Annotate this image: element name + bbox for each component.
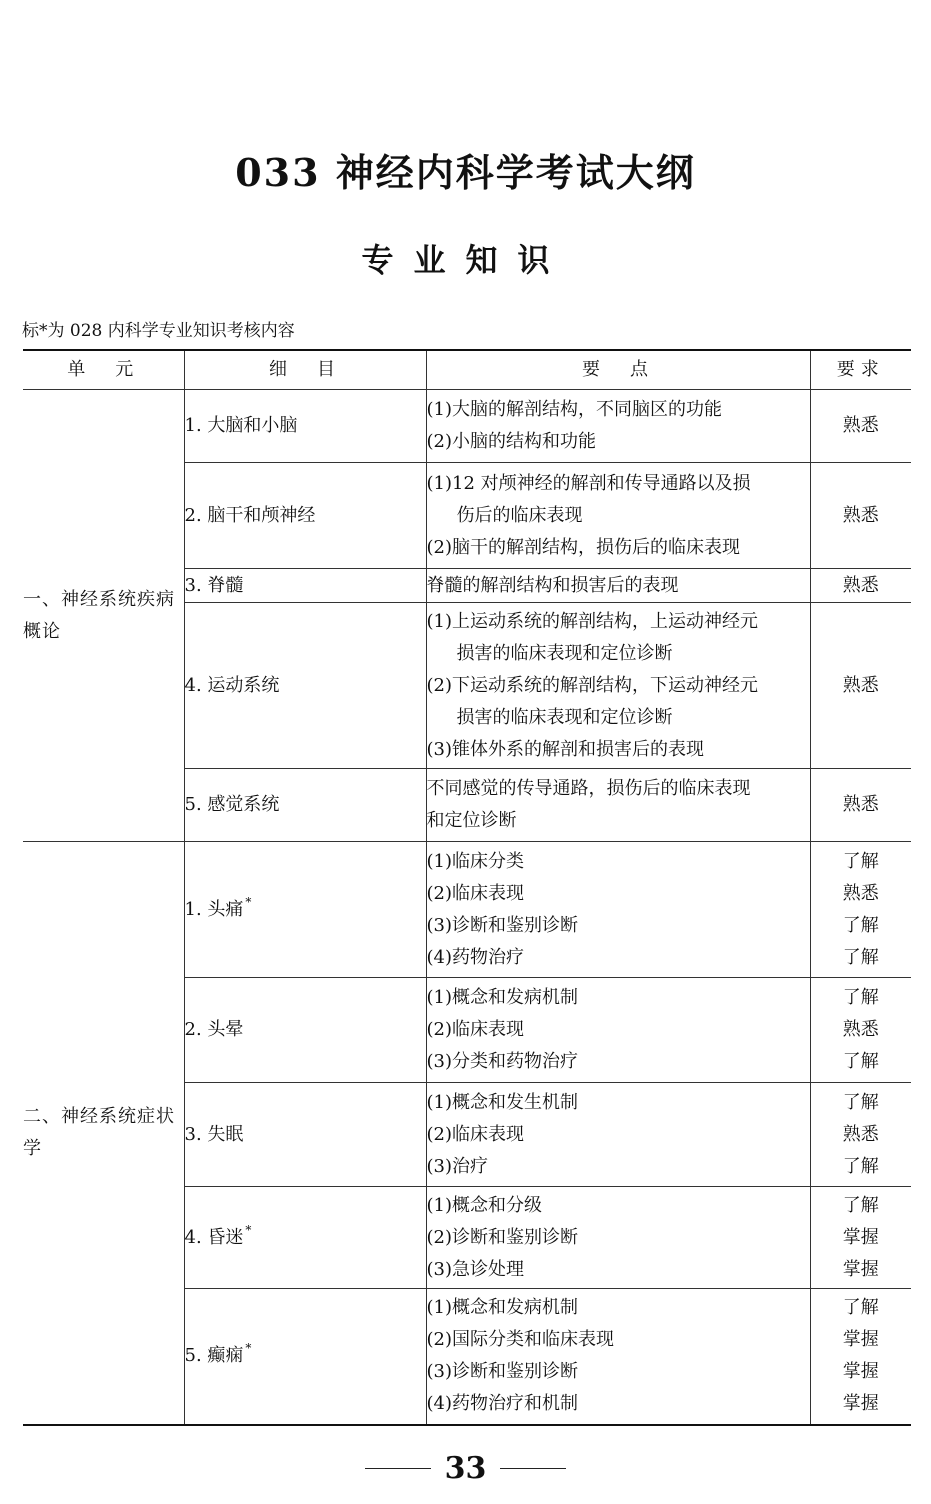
requirement-level: 掌握 [842,1258,879,1280]
requirement-level: 了解 [842,987,879,1008]
requirement-cell [810,390,911,463]
points-cell [426,569,810,603]
point-line: (3)诊断和鉴别诊断 [426,1361,578,1383]
point-line: (4)药物治疗和机制 [426,1393,578,1415]
requirement-level: 了解 [842,1051,879,1072]
points-cell [426,390,810,463]
syllabus-table [23,349,911,1426]
requirement-level: 熟悉 [842,882,879,904]
table-row [23,390,911,463]
points-cell [426,1289,810,1425]
item-cell [184,569,426,603]
unit-cell: 二、神经系统症状学 [23,842,184,1425]
requirement-cell [810,1083,911,1187]
points-cell [426,978,810,1083]
header-item: 细 目 [184,350,426,390]
point-line: (2)脑干的解剖结构，损伤后的临床表现 [426,536,740,558]
point-line: (3)治疗 [426,1155,488,1177]
star-mark: * [245,1222,252,1237]
document-title: 033 神经内科学考试大纲 [235,150,696,195]
point-line: (2)临床表现 [426,1019,524,1040]
point-line: (2)小脑的结构和功能 [426,431,596,452]
requirement-level: 了解 [842,850,879,872]
requirement-level: 掌握 [842,1393,879,1415]
requirement-level: 了解 [842,1194,879,1216]
requirement-level: 掌握 [842,1361,879,1383]
item-label: 4. 昏迷 [184,1226,244,1248]
point-line: 脊髓的解剖结构和损害后的表现 [426,574,679,596]
item-cell [184,1187,426,1289]
unit-cell: 一、神经系统疾病概论 [23,390,184,842]
section-title: 专业知识 [361,241,570,279]
item-label: 5. 癫痫 [184,1345,244,1367]
requirement-cell [810,1187,911,1289]
point-line: 损害的临床表现和定位诊断 [456,642,673,664]
requirement-level: 熟悉 [842,674,879,696]
item-cell [184,769,426,842]
item-label: 3. 失眠 [184,1123,244,1145]
point-line: (2)下运动系统的解剖结构，下运动神经元 [426,674,758,696]
points-cell [426,1187,810,1289]
requirement-level: 熟悉 [842,794,879,815]
requirement-level: 了解 [842,1297,879,1319]
item-label: 4. 运动系统 [184,674,280,696]
item-label: 1. 大脑和小脑 [184,415,298,436]
requirement-cell [810,603,911,769]
point-line: (1)12 对颅神经的解剖和传导通路以及损 [426,472,751,494]
points-cell [426,463,810,569]
item-label: 2. 脑干和颅神经 [184,504,316,526]
page-footer [0,1448,931,1488]
item-cell [184,842,426,978]
item-cell [184,1289,426,1425]
point-line: (2)临床表现 [426,1123,524,1145]
point-line: (2)诊断和鉴别诊断 [426,1226,578,1248]
item-cell [184,1083,426,1187]
requirement-level: 了解 [842,1155,879,1177]
table-header-row [23,350,911,390]
requirement-cell [810,842,911,978]
item-cell [184,978,426,1083]
point-line: (3)急诊处理 [426,1258,524,1280]
point-line: 损害的临床表现和定位诊断 [456,706,673,728]
requirement-cell [810,978,911,1083]
requirement-cell [810,1289,911,1425]
requirement-level: 熟悉 [842,1019,879,1040]
page-number: 33 [444,1450,487,1486]
item-label: 5. 感觉系统 [184,794,280,815]
header-points: 要 点 [426,350,810,390]
star-mark: * [245,1341,252,1356]
requirement-level: 了解 [842,914,879,936]
table-row [23,842,911,978]
point-line: 不同感觉的传导通路，损伤后的临床表现 [426,778,751,799]
point-line: (1)大脑的解剖结构，不同脑区的功能 [426,399,722,420]
point-line: (1)临床分类 [426,850,524,872]
footer-rule-right [500,1468,566,1469]
table-note: 标*为 028 内科学专业知识考核内容 [22,321,295,341]
point-line: (4)药物治疗 [426,946,524,968]
requirement-level: 了解 [842,1091,879,1113]
point-line: (1)概念和分级 [426,1194,542,1216]
points-cell [426,1083,810,1187]
item-label: 2. 头晕 [184,1019,244,1040]
requirement-level: 熟悉 [842,415,879,436]
point-line: 和定位诊断 [426,810,517,831]
requirement-cell [810,463,911,569]
point-line: (1)概念和发生机制 [426,1091,578,1113]
points-cell [426,603,810,769]
point-line: (1)概念和发病机制 [426,987,578,1008]
point-line: (2)国际分类和临床表现 [426,1329,614,1351]
points-cell [426,769,810,842]
item-cell [184,390,426,463]
star-mark: * [245,894,252,909]
requirement-level: 熟悉 [842,1123,879,1145]
header-requirement: 要求 [810,350,911,390]
point-line: (3)诊断和鉴别诊断 [426,914,578,936]
requirement-cell [810,569,911,603]
item-label: 3. 脊髓 [184,574,244,596]
item-cell [184,603,426,769]
item-label: 1. 头痛 [184,898,244,920]
requirement-level: 掌握 [842,1329,879,1351]
requirement-level: 熟悉 [842,574,879,596]
item-cell [184,463,426,569]
footer-rule-left [365,1468,431,1469]
point-line: (1)上运动系统的解剖结构，上运动神经元 [426,610,758,632]
requirement-level: 掌握 [842,1226,879,1248]
points-cell [426,842,810,978]
header-unit: 单 元 [23,350,184,390]
point-line: 伤后的临床表现 [456,504,583,526]
point-line: (1)概念和发病机制 [426,1297,578,1319]
requirement-cell [810,769,911,842]
requirement-level: 熟悉 [842,504,879,526]
point-line: (3)分类和药物治疗 [426,1051,578,1072]
table-body [23,390,911,1425]
requirement-level: 了解 [842,946,879,968]
point-line: (2)临床表现 [426,882,524,904]
point-line: (3)锥体外系的解剖和损害后的表现 [426,738,704,760]
